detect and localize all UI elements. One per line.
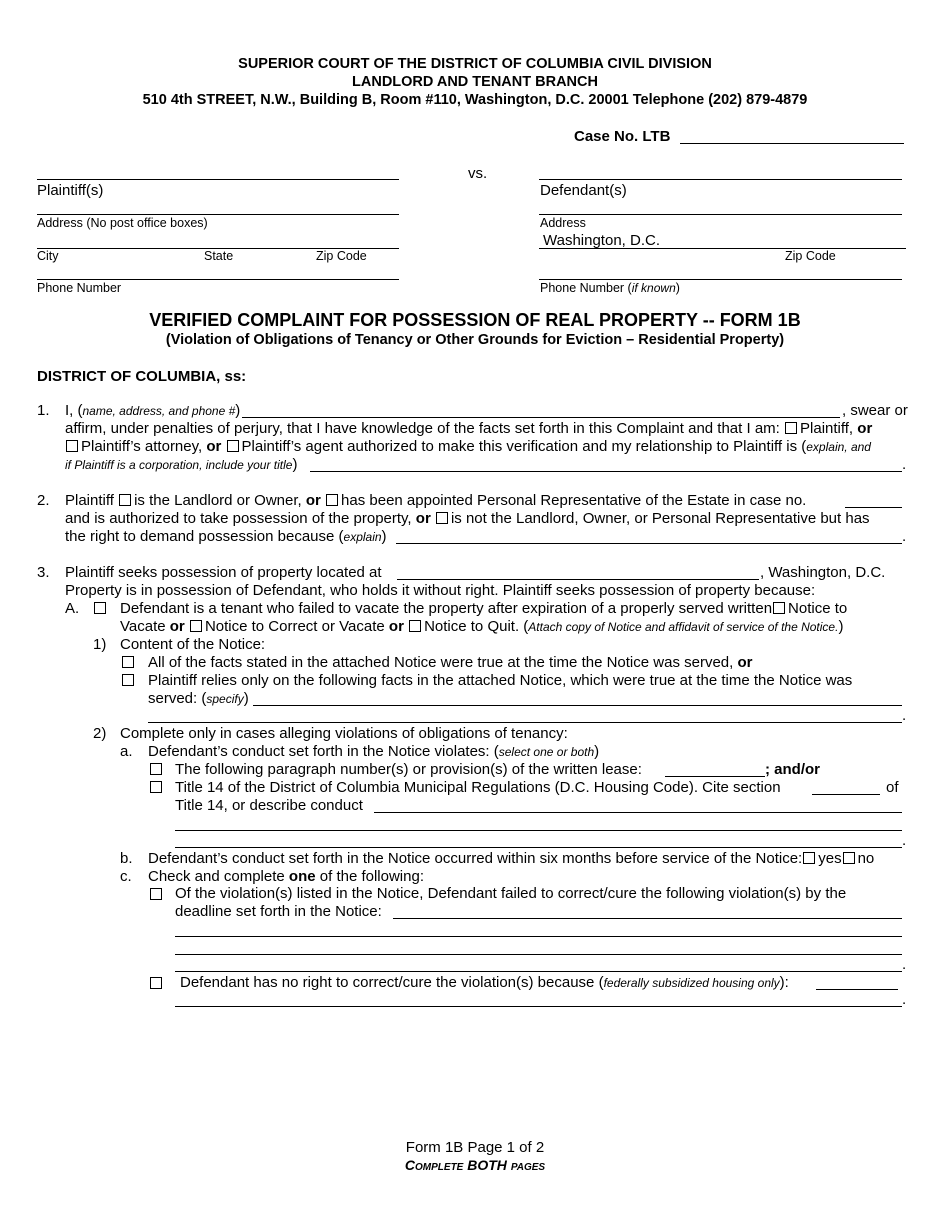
notice-to-quit-checkbox[interactable]	[409, 620, 421, 632]
defendant-address-field[interactable]	[539, 214, 902, 215]
no-right-field-1[interactable]	[816, 989, 898, 990]
item-a-text: Defendant’s conduct set forth in the Notice violates: (select one or both)	[148, 743, 600, 760]
section-2-line-3: the right to demand possession because (explain)	[65, 528, 387, 545]
lease-provision-checkbox[interactable]	[150, 763, 162, 775]
plaintiff-address-field[interactable]	[37, 214, 399, 215]
subitem-2-label: 2)	[93, 725, 107, 742]
violations-period: .	[902, 956, 907, 973]
conduct-field-3[interactable]	[175, 847, 902, 848]
housing-code-text: Title 14 of the District of Columbia Municipal Regulations (D.C. Housing Code). Cite section	[175, 779, 781, 796]
item-a-label: a.	[120, 743, 133, 760]
landlord-owner-checkbox[interactable]	[119, 494, 131, 506]
no-right-to-cure-checkbox[interactable]	[150, 977, 162, 989]
no-right-period: .	[902, 991, 907, 1008]
court-name: SUPERIOR COURT OF THE DISTRICT OF COLUMBIA CIVIL DIVISION	[238, 56, 712, 72]
plaintiff-agent-checkbox[interactable]	[227, 440, 239, 452]
case-number-label: Case No. LTB	[574, 128, 671, 145]
failed-to-cure-text: Of the violation(s) listed in the Notice, Defendant failed to correct/cure the following violation(s) by the	[175, 885, 847, 902]
no-right-to-cure-text: Defendant has no right to correct/cure the violation(s) because (federally subsidized housing only):	[180, 974, 789, 991]
served-specify-text: served: (specify)	[148, 690, 249, 707]
no-right-field-2[interactable]	[175, 1006, 902, 1007]
case-number-field[interactable]	[680, 143, 904, 144]
item-A-line-1: Defendant is a tenant who failed to vacate the property after expiration of a properly served written Notice to	[120, 600, 848, 617]
estate-case-number-field[interactable]	[845, 507, 902, 508]
relationship-field[interactable]	[310, 471, 902, 472]
plaintiff-phone-label: Phone Number	[37, 281, 122, 295]
city-label: City	[37, 249, 59, 263]
lease-provision-text: The following paragraph number(s) or provision(s) of the written lease:	[175, 761, 642, 778]
item-A-line-2: Vacate or Notice to Correct or Vacate or Notice to Quit. (Attach copy of Notice and affidavit of service of the Notice.)	[120, 618, 844, 635]
specify-facts-field-2[interactable]	[148, 722, 902, 723]
all-facts-true-text: All of the facts stated in the attached Notice were true at the time the Notice was served, or	[148, 654, 753, 671]
defendant-zip-label: Zip Code	[785, 249, 836, 263]
all-facts-true-checkbox[interactable]	[122, 656, 134, 668]
washington-dc-text: , Washington, D.C.	[760, 564, 886, 581]
section-2-number: 2.	[37, 492, 50, 509]
section-1-number: 1.	[37, 402, 50, 419]
item-b-label: b.	[120, 850, 133, 867]
conduct-field-2[interactable]	[175, 830, 902, 831]
defendant-city-value: Washington, D.C.	[543, 232, 660, 249]
specific-facts-text: Plaintiff relies only on the following facts in the attached Notice, which were true at the time the Notice was	[148, 672, 853, 689]
plaintiff-checkbox[interactable]	[785, 422, 797, 434]
court-address: 510 4th STREET, N.W., Building B, Room #110, Washington, D.C. 20001 Telephone (202) 879-4879	[142, 92, 808, 108]
defendant-name-field[interactable]	[539, 179, 902, 180]
plaintiff-label: Plaintiff(s)	[37, 182, 104, 199]
conduct-field-1[interactable]	[374, 812, 902, 813]
zip-label: Zip Code	[316, 249, 367, 263]
specify-period: .	[902, 707, 907, 724]
branch-name: LANDLORD AND TENANT BRANCH	[352, 74, 598, 90]
defendant-address-label: Address	[540, 216, 586, 230]
property-address-field[interactable]	[397, 579, 759, 580]
page-number: Form 1B Page 1 of 2	[405, 1139, 545, 1156]
section-2-line-1: Plaintiff is the Landlord or Owner, or has been appointed Personal Representative of the Estate in case no.	[65, 492, 807, 509]
plaintiff-address-label: Address (No post office boxes)	[37, 216, 208, 230]
defendant-label: Defendant(s)	[540, 182, 627, 199]
of-text: of	[886, 779, 899, 796]
deadline-text: deadline set forth in the Notice:	[175, 903, 382, 920]
specific-facts-checkbox[interactable]	[122, 674, 134, 686]
form-title: VERIFIED COMPLAINT FOR POSSESSION OF REAL PROPERTY -- FORM 1B	[149, 310, 801, 330]
notice-to-correct-checkbox[interactable]	[190, 620, 202, 632]
section-2-line-2: and is authorized to take possession of the property, or is not the Landlord, Owner, or Personal Representative but has	[65, 510, 870, 527]
not-landlord-checkbox[interactable]	[436, 512, 448, 524]
demand-reason-field[interactable]	[396, 543, 902, 544]
item-A-label: A.	[65, 600, 80, 617]
section-1-period: .	[902, 456, 907, 473]
state-label: State	[204, 249, 234, 263]
plaintiff-phone-field[interactable]	[37, 279, 399, 280]
violations-field-1[interactable]	[393, 918, 902, 919]
lease-provision-field[interactable]	[665, 776, 765, 777]
six-months-no-checkbox[interactable]	[843, 852, 855, 864]
swear-text: , swear or	[842, 402, 908, 419]
describe-conduct-text: Title 14, or describe conduct	[175, 797, 363, 814]
plaintiff-attorney-checkbox[interactable]	[66, 440, 78, 452]
plaintiff-name-field[interactable]	[37, 179, 399, 180]
item-c-text: Check and complete one of the following:	[148, 868, 424, 885]
subitem-1-title: Content of the Notice:	[120, 636, 266, 653]
specify-facts-field-1[interactable]	[253, 705, 902, 706]
section-3-line-2: Property is in possession of Defendant, who holds it without right. Plaintiff seeks possession of property because:	[65, 582, 816, 599]
form-subtitle: (Violation of Obligations of Tenancy or Other Grounds for Eviction – Residential Property)	[165, 332, 785, 348]
item-b-text: Defendant’s conduct set forth in the Notice occurred within six months before service of the Notice: yes no	[148, 850, 875, 867]
affiant-info-field[interactable]	[242, 417, 840, 418]
subitem-2-title: Complete only in cases alleging violations of obligations of tenancy:	[120, 725, 568, 742]
defendant-phone-label: Phone Number (if known)	[540, 281, 680, 295]
subitem-1-label: 1)	[93, 636, 107, 653]
section-1-line-2: affirm, under penalties of perjury, that I have knowledge of the facts set forth in this Complaint and that I am: Plaintiff, or	[65, 420, 873, 437]
conduct-period: .	[902, 832, 907, 849]
and-or-text: ; and/or	[765, 761, 820, 778]
housing-code-checkbox[interactable]	[150, 781, 162, 793]
six-months-yes-checkbox[interactable]	[803, 852, 815, 864]
section-3-line-1: Plaintiff seeks possession of property located at	[65, 564, 382, 581]
notice-to-vacate-checkbox[interactable]	[773, 602, 785, 614]
defendant-phone-field[interactable]	[539, 279, 902, 280]
cite-section-field[interactable]	[812, 794, 880, 795]
section-3-number: 3.	[37, 564, 50, 581]
personal-rep-checkbox[interactable]	[326, 494, 338, 506]
defendant-city-field[interactable]	[539, 248, 906, 249]
section-1-line-3: Plaintiff’s attorney, or Plaintiff’s agent authorized to make this verification and my relationship to Plaintiff is (explain, and	[65, 438, 871, 455]
violations-field-4[interactable]	[175, 971, 902, 972]
item-A-checkbox[interactable]	[94, 602, 106, 614]
violations-field-2[interactable]	[175, 936, 902, 937]
item-c-label: c.	[120, 868, 132, 885]
complete-both-pages: Complete BOTH pages	[404, 1157, 546, 1173]
violations-field-3[interactable]	[175, 954, 902, 955]
versus-label: vs.	[468, 165, 488, 182]
failed-to-cure-checkbox[interactable]	[150, 888, 162, 900]
section-1-line-1: I, (name, address, and phone #)	[65, 402, 241, 419]
section-2-period: .	[902, 528, 907, 545]
section-1-line-4: if Plaintiff is a corporation, include your title)	[65, 456, 298, 473]
jurisdiction-label: DISTRICT OF COLUMBIA, ss:	[37, 368, 247, 385]
